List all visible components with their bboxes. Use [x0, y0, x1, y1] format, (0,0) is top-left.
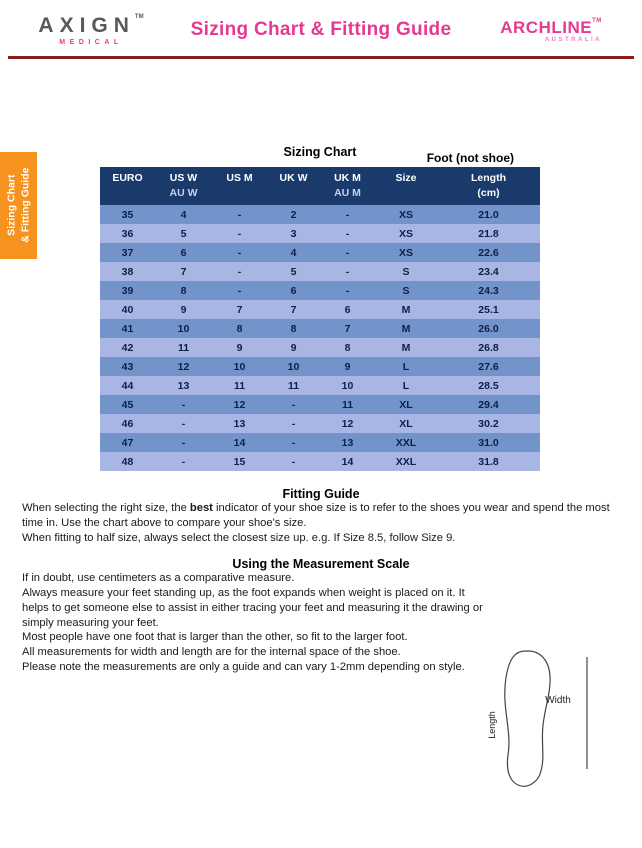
table-cell: L — [375, 357, 437, 376]
table-cell: L — [375, 376, 437, 395]
table-cell: 9 — [212, 338, 267, 357]
table-row — [100, 452, 540, 471]
table-cell: 9 — [155, 300, 212, 319]
table-cell: - — [155, 395, 212, 414]
table-cell: 44 — [100, 376, 155, 395]
table-cell: 12 — [320, 414, 375, 433]
sizing-table-body — [100, 205, 540, 471]
table-cell: 27.6 — [437, 357, 540, 376]
table-row — [100, 300, 540, 319]
table-cell: - — [155, 452, 212, 471]
table-cell: 28.5 — [437, 376, 540, 395]
table-cell: 25.1 — [437, 300, 540, 319]
fitting-paragraph-2: When fitting to half size, always select the closest size up. e.g. If Size 8.5, follow Size 9. — [22, 531, 456, 544]
table-cell: 8 — [267, 319, 320, 338]
table-cell: 11 — [267, 376, 320, 395]
table-cell: 11 — [212, 376, 267, 395]
page-header — [0, 0, 642, 50]
table-cell: 4 — [267, 243, 320, 262]
measurement-paragraph-4: All measurements for width and length are for the internal space of the shoe. — [22, 646, 401, 659]
table-row — [100, 338, 540, 357]
length-label: Length — [487, 711, 497, 739]
table-cell: 22.6 — [437, 243, 540, 262]
archline-logo — [486, 18, 616, 43]
table-cell: 3 — [267, 224, 320, 243]
table-cell: - — [320, 262, 375, 281]
fitting-p1-after: indicator of your shoe size is to refer to the shoes you wear and spend the most time in. Use the chart above to compare your shoe's size. — [22, 502, 610, 529]
sizing-table — [100, 167, 540, 471]
table-cell: 47 — [100, 433, 155, 452]
table-cell: 7 — [267, 300, 320, 319]
table-cell: 48 — [100, 452, 155, 471]
table-cell: 7 — [155, 262, 212, 281]
measurement-scale-heading: Using the Measurement Scale — [232, 557, 410, 572]
sizing-chart-section — [100, 145, 540, 471]
table-row — [100, 205, 540, 224]
table-cell: 11 — [155, 338, 212, 357]
table-row — [100, 262, 540, 281]
table-cell: 40 — [100, 300, 155, 319]
table-cell: 39 — [100, 281, 155, 300]
axign-name: AXIGN — [38, 14, 135, 37]
archline-wordmark — [486, 18, 616, 38]
table-cell: - — [320, 224, 375, 243]
measurement-paragraph-2: Always measure your feet standing up, as the foot expands when weight is placed on it. It helps to get someone else to assist in either tracing your feet and measuring it the drawing or simply measuring your feet. — [22, 587, 483, 629]
table-cell: 4 — [155, 205, 212, 224]
table-cell: - — [212, 281, 267, 300]
archline-trademark: TM — [592, 17, 602, 24]
table-cell: 2 — [267, 205, 320, 224]
table-cell: 26.0 — [437, 319, 540, 338]
table-cell: XS — [375, 224, 437, 243]
archline-subtitle: AUSTRALIA — [544, 36, 602, 43]
column-header: Length (cm) — [437, 167, 540, 205]
table-row — [100, 433, 540, 452]
table-cell: 36 — [100, 224, 155, 243]
table-cell: - — [267, 452, 320, 471]
axign-trademark: TM — [134, 14, 144, 20]
table-cell: 12 — [155, 357, 212, 376]
table-cell: 31.8 — [437, 452, 540, 471]
table-cell: 6 — [267, 281, 320, 300]
fitting-guide-heading: Fitting Guide — [282, 487, 360, 501]
foot-not-shoe-note: Foot (not shoe) — [426, 151, 514, 165]
column-header: US W AU W — [155, 167, 212, 205]
table-cell: 31.0 — [437, 433, 540, 452]
column-header: US M — [212, 167, 267, 205]
table-cell: M — [375, 338, 437, 357]
table-cell: 45 — [100, 395, 155, 414]
table-cell: 10 — [267, 357, 320, 376]
table-cell: 6 — [320, 300, 375, 319]
foot-measurement-diagram — [486, 645, 601, 795]
axign-subtitle: MEDICAL — [59, 39, 123, 46]
table-cell: 14 — [320, 452, 375, 471]
fitting-p1-before: When selecting the right size, the — [22, 502, 190, 514]
table-cell: 37 — [100, 243, 155, 262]
table-cell: XS — [375, 243, 437, 262]
table-cell: S — [375, 281, 437, 300]
column-header: Size — [375, 167, 437, 205]
table-cell: - — [212, 262, 267, 281]
table-cell: XXL — [375, 452, 437, 471]
foot-outline — [505, 651, 550, 786]
table-cell: 7 — [212, 300, 267, 319]
table-cell: XL — [375, 395, 437, 414]
table-cell: 7 — [320, 319, 375, 338]
table-cell: 13 — [155, 376, 212, 395]
column-header: EURO — [100, 167, 155, 205]
measurement-paragraph-1: If in doubt, use centimeters as a comparative measure. — [22, 572, 295, 585]
table-cell: 5 — [267, 262, 320, 281]
table-cell: 13 — [212, 414, 267, 433]
sizing-table-head-row — [100, 167, 540, 205]
table-cell: - — [267, 395, 320, 414]
table-cell: 8 — [320, 338, 375, 357]
table-cell: XS — [375, 205, 437, 224]
table-row — [100, 319, 540, 338]
width-label: Width — [545, 695, 571, 706]
table-cell: 46 — [100, 414, 155, 433]
table-cell: 38 — [100, 262, 155, 281]
table-cell: XXL — [375, 433, 437, 452]
side-tab-line1: Sizing Chart — [5, 174, 18, 237]
column-header: UK M AU M — [320, 167, 375, 205]
table-cell: - — [267, 433, 320, 452]
table-cell: 21.8 — [437, 224, 540, 243]
measurement-paragraph-5: Please note the measurements are only a guide and can vary 1-2mm depending on style. — [22, 661, 465, 674]
table-cell: 6 — [155, 243, 212, 262]
column-header: UK W — [267, 167, 320, 205]
table-cell: 9 — [320, 357, 375, 376]
table-cell: 10 — [212, 357, 267, 376]
table-cell: 41 — [100, 319, 155, 338]
table-cell: S — [375, 262, 437, 281]
table-cell: 21.0 — [437, 205, 540, 224]
table-cell: 43 — [100, 357, 155, 376]
table-row — [100, 414, 540, 433]
archline-name: ARCHLINE — [500, 17, 593, 37]
side-tab-line2: & Fitting Guide — [19, 167, 32, 244]
table-cell: M — [375, 300, 437, 319]
table-cell: 5 — [155, 224, 212, 243]
table-cell: 30.2 — [437, 414, 540, 433]
measurement-paragraph-3: Most people have one foot that is larger than the other, so fit to the larger foot. — [22, 631, 408, 644]
table-cell: - — [155, 433, 212, 452]
sizing-chart-titles — [100, 145, 540, 167]
table-cell: 13 — [320, 433, 375, 452]
header-divider-line — [8, 56, 634, 59]
table-cell: - — [320, 205, 375, 224]
table-row — [100, 376, 540, 395]
table-cell: 11 — [320, 395, 375, 414]
table-cell: - — [212, 243, 267, 262]
fitting-p1-bold: best — [189, 502, 213, 514]
table-cell: 12 — [212, 395, 267, 414]
table-row — [100, 357, 540, 376]
side-tab — [0, 152, 37, 259]
table-cell: 10 — [320, 376, 375, 395]
table-cell: - — [320, 243, 375, 262]
foot-outline-drawing — [486, 645, 601, 795]
side-tab-label — [4, 168, 32, 243]
table-cell: 14 — [212, 433, 267, 452]
table-row — [100, 224, 540, 243]
table-cell: 42 — [100, 338, 155, 357]
table-cell: 26.8 — [437, 338, 540, 357]
table-cell: 29.4 — [437, 395, 540, 414]
axign-wordmark — [26, 14, 156, 38]
table-cell: - — [267, 414, 320, 433]
table-cell: 35 — [100, 205, 155, 224]
table-cell: 15 — [212, 452, 267, 471]
table-cell: 24.3 — [437, 281, 540, 300]
sizing-chart-title: Sizing Chart — [283, 145, 357, 159]
table-cell: - — [320, 281, 375, 300]
table-cell: 8 — [212, 319, 267, 338]
table-row — [100, 243, 540, 262]
table-cell: 23.4 — [437, 262, 540, 281]
axign-logo — [26, 14, 156, 46]
table-cell: XL — [375, 414, 437, 433]
table-row — [100, 281, 540, 300]
table-cell: - — [212, 205, 267, 224]
table-cell: 9 — [267, 338, 320, 357]
page-title: Sizing Chart & Fitting Guide — [190, 19, 452, 40]
table-cell: M — [375, 319, 437, 338]
table-row — [100, 395, 540, 414]
table-cell: - — [212, 224, 267, 243]
table-cell: 8 — [155, 281, 212, 300]
table-cell: 10 — [155, 319, 212, 338]
table-cell: - — [155, 414, 212, 433]
fitting-paragraph-1 — [22, 501, 620, 531]
